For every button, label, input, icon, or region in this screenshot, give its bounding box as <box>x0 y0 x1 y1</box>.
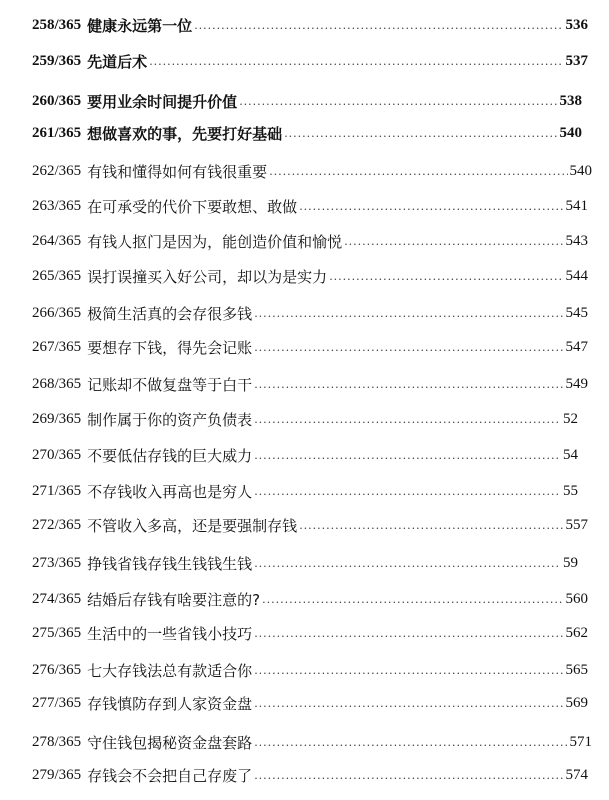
entry-title: 要用业余时间提升价值 <box>87 92 238 111</box>
toc-entry <box>32 158 592 184</box>
dot-leader <box>254 627 563 646</box>
entry-title: 误打误撞买入好公司，却以为是实力 <box>87 267 328 286</box>
entry-title: 在可承受的代价下要敢想、敢做 <box>87 197 298 216</box>
dot-leader <box>284 127 557 146</box>
entry-number: 265/365 <box>32 267 82 284</box>
dot-leader <box>254 736 567 755</box>
toc-entry <box>32 729 592 755</box>
entry-page: 52 <box>563 410 578 427</box>
entry-title: 生活中的一些省钱小技巧 <box>87 624 253 643</box>
entry-number: 259/365 <box>32 52 82 69</box>
entry-page: 54 <box>563 446 578 463</box>
toc-entry <box>32 442 578 468</box>
dot-leader <box>344 235 563 254</box>
dot-leader <box>254 341 563 360</box>
entry-page: 569 <box>565 694 588 711</box>
toc-entry <box>32 406 578 432</box>
dot-leader <box>254 557 561 576</box>
entry-page: 574 <box>565 766 588 783</box>
dot-leader <box>299 519 563 538</box>
toc-entry <box>32 88 582 114</box>
entry-page: 557 <box>565 516 588 533</box>
entry-number: 276/365 <box>32 661 82 678</box>
entry-title: 记账却不做复盘等于白干 <box>87 375 253 394</box>
dot-leader <box>254 697 563 716</box>
entry-title: 想做喜欢的事，先要打好基础 <box>87 124 283 143</box>
toc-entry <box>32 478 578 504</box>
entry-number: 272/365 <box>32 516 82 533</box>
entry-page: 538 <box>559 92 582 109</box>
dot-leader <box>329 270 563 289</box>
toc-entry <box>32 762 588 788</box>
entry-page: 55 <box>563 482 578 499</box>
dot-leader <box>254 307 563 326</box>
dot-leader <box>239 95 557 114</box>
toc-entry <box>32 620 588 646</box>
entry-number: 277/365 <box>32 694 82 711</box>
entry-title: 极简生活真的会存很多钱 <box>87 304 253 323</box>
entry-number: 263/365 <box>32 197 82 214</box>
entry-title: 不要低估存钱的巨大威力 <box>87 446 253 465</box>
entry-number: 261/365 <box>32 124 82 141</box>
entry-page: 571 <box>569 733 592 750</box>
entry-page: 543 <box>565 232 588 249</box>
entry-page: 540 <box>569 162 592 179</box>
entry-page: 545 <box>565 304 588 321</box>
entry-title: 制作属于你的资产负债表 <box>87 410 253 429</box>
dot-leader <box>254 378 563 397</box>
entry-title: 有钱人抠门是因为，能创造价值和愉悦 <box>87 232 343 251</box>
toc-entry <box>32 586 588 612</box>
entry-page: 537 <box>565 52 588 69</box>
entry-number: 260/365 <box>32 92 82 109</box>
dot-leader <box>254 769 563 788</box>
entry-number: 278/365 <box>32 733 82 750</box>
toc-entry <box>32 657 588 683</box>
toc-entry <box>32 300 588 326</box>
toc-entry <box>32 228 588 254</box>
entry-page: 59 <box>563 554 578 571</box>
entry-title: 要想存下钱，得先会记账 <box>87 338 253 357</box>
dot-leader <box>262 593 563 612</box>
entry-page: 560 <box>565 590 588 607</box>
entry-number: 270/365 <box>32 446 82 463</box>
entry-number: 271/365 <box>32 482 82 499</box>
entry-title: 有钱和懂得如何有钱很重要 <box>87 162 268 181</box>
toc-entry <box>32 48 588 74</box>
dot-leader <box>254 485 561 504</box>
toc-entry <box>32 334 588 360</box>
entry-number: 266/365 <box>32 304 82 321</box>
entry-title: 结婚后存钱有啥要注意的? <box>87 590 261 609</box>
toc-entry <box>32 512 588 538</box>
entry-title: 挣钱省钱存钱生钱钱生钱 <box>87 554 253 573</box>
entry-page: 547 <box>565 338 588 355</box>
dot-leader <box>254 664 563 683</box>
toc-entry <box>32 690 588 716</box>
entry-number: 268/365 <box>32 375 82 392</box>
toc-entry <box>32 193 588 219</box>
entry-page: 565 <box>565 661 588 678</box>
entry-title: 七大存钱法总有款适合你 <box>87 661 253 680</box>
entry-number: 264/365 <box>32 232 82 249</box>
dot-leader <box>194 19 563 38</box>
toc-entry <box>32 120 582 146</box>
dot-leader <box>299 200 563 219</box>
entry-title: 不管收入多高，还是要强制存钱 <box>87 516 298 535</box>
entry-page: 544 <box>565 267 588 284</box>
dot-leader <box>254 449 561 468</box>
entry-title: 存钱会不会把自己存废了 <box>87 766 253 785</box>
dot-leader <box>149 55 563 74</box>
entry-number: 273/365 <box>32 554 82 571</box>
entry-title: 不存钱收入再高也是穷人 <box>87 482 253 501</box>
entry-page: 549 <box>565 375 588 392</box>
toc-entry <box>32 371 588 397</box>
entry-number: 267/365 <box>32 338 82 355</box>
entry-number: 279/365 <box>32 766 82 783</box>
entry-page: 541 <box>565 197 588 214</box>
dot-leader <box>254 413 561 432</box>
entry-page: 540 <box>559 124 582 141</box>
entry-title: 先道后术 <box>87 52 148 71</box>
entry-number: 269/365 <box>32 410 82 427</box>
entry-number: 262/365 <box>32 162 82 179</box>
entry-title: 存钱慎防存到人家资金盘 <box>87 694 253 713</box>
entry-title: 守住钱包揭秘资金盘套路 <box>87 733 253 752</box>
entry-number: 275/365 <box>32 624 82 641</box>
entry-title: 健康永远第一位 <box>87 16 193 35</box>
entry-page: 562 <box>565 624 588 641</box>
toc-entry <box>32 12 588 38</box>
entry-number: 274/365 <box>32 590 82 607</box>
entry-page: 536 <box>565 16 588 33</box>
dot-leader <box>269 165 567 184</box>
entry-number: 258/365 <box>32 16 82 33</box>
toc-entry <box>32 550 578 576</box>
toc-entry <box>32 263 588 289</box>
